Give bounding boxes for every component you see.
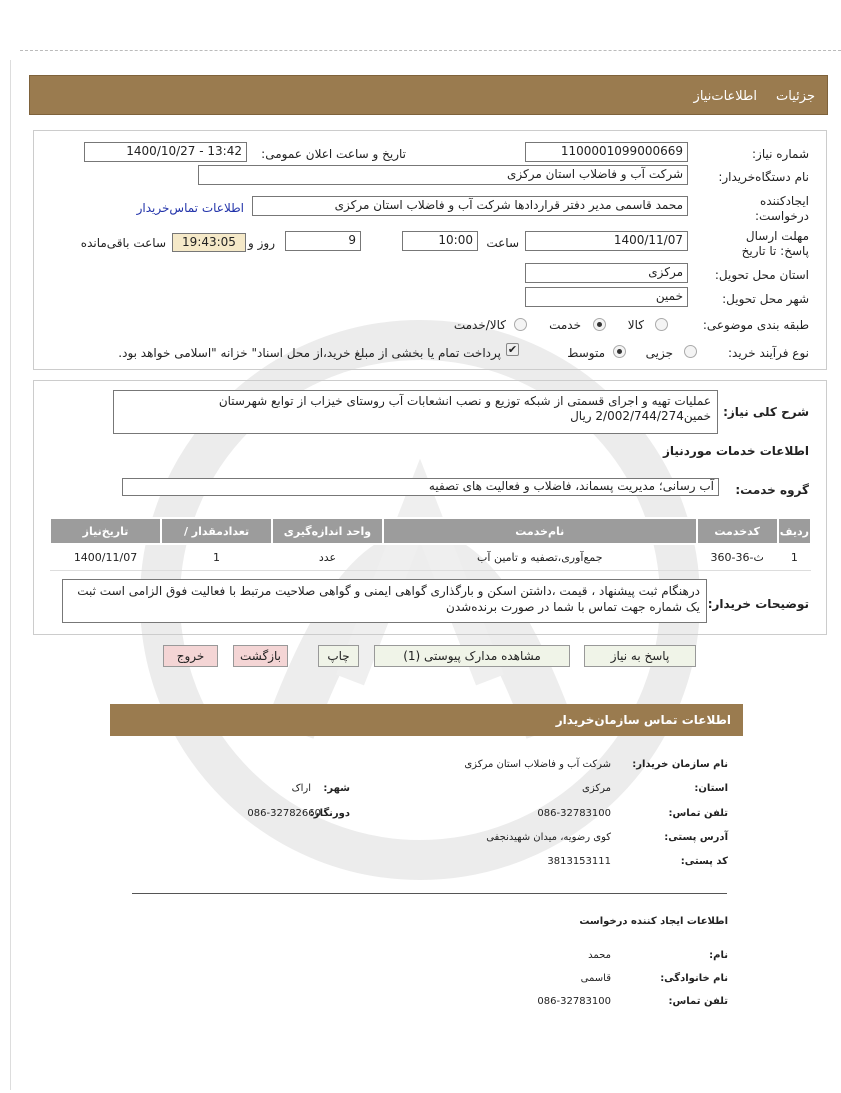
summary-label: شرح کلی نیاز: [723,405,809,419]
deadline-label: مهلت ارسال پاسخ: تا تاریخ [741,229,809,258]
col-service-name: نام‌خدمت [383,518,697,544]
category-option-both: کالا/خدمت [453,318,506,332]
back-button[interactable]: بازگشت [233,645,288,667]
contact-title: اطلاعات تماس سازمان‌خریدار [555,713,731,727]
col-unit: واحد اندازه‌گیری [272,518,383,544]
services-table [49,517,812,571]
table-row [50,544,811,570]
creator-phone-label: تلفن تماس: [668,996,728,1007]
col-service-code: کدخدمت [697,518,778,544]
contact-divider [132,893,727,894]
requester-field: محمد قاسمی مدیر دفتر قراردادها شرکت آب و فاضلاب استان مرکزی [252,196,688,216]
header-bar [29,75,828,115]
attachments-button[interactable]: مشاهده مدارک پیوستی (1) [374,645,570,667]
contact-address-value: کوی رضویه، میدان شهیدنجفی [486,832,611,843]
process-option-medium: متوسط [567,346,605,360]
buyer-contact-link[interactable]: اطلاعات تماس‌خریدار [136,201,244,215]
creator-first-name-label: نام: [709,950,728,961]
col-quantity: تعدادمقدار / [161,518,272,544]
summary-field: عملیات تهیه و اجرای قسمتی از شبکه توزیع و نصب انشعابات آب روستای خیزاب از توابع شهرستان خمین2/002/744/274 ریال [113,390,718,434]
cell-quantity: 1 [161,544,272,570]
cell-row: 1 [778,544,811,570]
process-radio-minor[interactable] [684,345,697,358]
answer-button[interactable]: پاسخ به نیاز [584,645,696,667]
remaining-time-field: 19:43:05 [172,233,246,252]
category-radio-service[interactable] [593,318,606,331]
contact-postal-label: کد پستی: [680,856,728,867]
buyer-notes-field: درهنگام ثبت پیشنهاد ، قیمت ،داشتن اسکن و بارگذاری گواهی ایمنی و گواهی صلاحیت مرتبط با فعالیت فوق الزامی است ثبت یک شماره جهت تماس با شما در صورت برنده‌شدن [62,579,707,623]
contact-city-value: اراک [291,783,311,794]
creator-last-name-label: نام خانوادگی: [660,973,728,984]
announce-field: 1400/10/27 - 13:42 [84,142,247,162]
need-number-label: شماره نیاز: [752,147,809,161]
table-header-row [50,518,811,544]
deadline-time-field: 10:00 [402,231,478,251]
contact-province-label: استان: [694,783,728,794]
announce-label: تاریخ و ساعت اعلان عمومی: [261,147,406,161]
days-field: 9 [285,231,361,251]
contact-address-label: آدرس پستی: [664,832,728,843]
remaining-label: ساعت باقی‌مانده [80,236,166,250]
col-row: ردیف [778,518,811,544]
print-button[interactable]: چاپ [318,645,359,667]
col-need-date: تاریخ‌نیاز [50,518,161,544]
cell-service-name: جمع‌آوری،تصفیه و تامین آب [383,544,697,570]
days-label: روز و [248,236,275,250]
process-option-minor: جزیی [645,346,673,360]
exit-button[interactable]: خروج [163,645,218,667]
creator-title: اطلاعات ایجاد کننده درخواست [579,916,728,927]
city-label: شهر محل تحویل: [722,292,809,306]
contact-city-label: شهر: [323,783,350,794]
category-radio-goods[interactable] [655,318,668,331]
service-group-label: گروه خدمت: [735,483,809,497]
city-field: خمین [525,287,688,307]
org-name-value: شرکت آب و فاضلاب استان مرکزی [464,759,611,770]
category-option-service: خدمت [549,318,581,332]
org-name-label: نام سازمان خریدار: [632,759,728,770]
need-number-field: 1100001099000669 [525,142,688,162]
buyer-notes-label: توضیحات خریدار: [707,597,809,611]
deadline-time-label: ساعت [486,236,519,250]
contact-phone-label: تلفن تماس: [668,808,728,819]
creator-phone-value: 086-32783100 [537,996,611,1007]
category-label: طبقه بندی موضوعی: [702,318,809,332]
process-radio-medium[interactable] [613,345,626,358]
left-border [10,60,11,1090]
deadline-date-field: 1400/11/07 [525,231,688,251]
contact-fax-value: 086-32782660 [247,808,321,819]
province-field: مرکزی [525,263,688,283]
process-label: نوع فرآیند خرید: [728,346,809,360]
cell-unit: عدد [272,544,383,570]
contact-fax-label: دورنگار: [309,808,350,819]
province-label: استان محل تحویل: [714,268,809,282]
contact-phone-value: 086-32783100 [537,808,611,819]
tab-details[interactable]: جزئیات [776,89,815,104]
creator-first-name-value: محمد [588,950,611,961]
tab-need-info[interactable]: اطلاعات‌نیاز [693,89,757,104]
cell-service-code: ث-36-360 [697,544,778,570]
contact-postal-value: 3813153111 [547,856,611,867]
buyer-org-label: نام دستگاه‌خریدار: [718,170,809,184]
contact-bar [110,704,743,736]
treasury-checkbox[interactable]: ✔ [507,343,518,356]
treasury-note: پرداخت تمام یا بخشی از مبلغ خرید،از محل اسناد" خزانه "اسلامی خواهد بود. [118,346,501,360]
top-divider [20,50,841,51]
category-option-goods: کالا [627,318,644,332]
category-radio-both[interactable] [514,318,527,331]
buyer-org-field: شرکت آب و فاضلاب استان مرکزی [198,165,688,185]
service-group-field: آب رسانی؛ مدیریت پسماند، فاضلاب و فعالیت های تصفیه [122,478,719,496]
requester-label: ایجادکننده درخواست: [755,194,809,223]
cell-need-date: 1400/11/07 [50,544,161,570]
services-title: اطلاعات خدمات موردنیاز [662,444,809,458]
contact-province-value: مرکزی [582,783,611,794]
creator-last-name-value: قاسمی [580,973,611,984]
